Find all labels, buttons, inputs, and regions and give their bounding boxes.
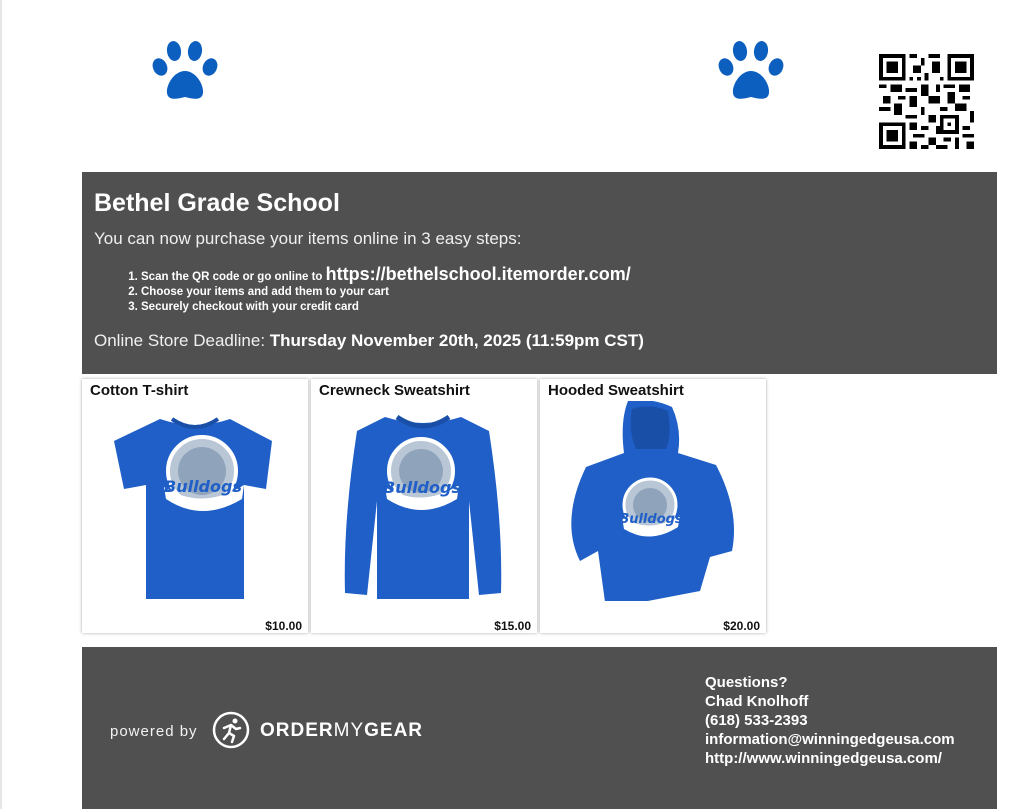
product-card-tshirt[interactable] <box>82 379 308 633</box>
paw-print-icon <box>718 41 786 103</box>
product-card-hoodie[interactable] <box>540 379 766 633</box>
ordermygear-brand[interactable] <box>260 720 423 742</box>
step-2: 2. Choose your items and add them to your cart <box>141 285 631 300</box>
product-price: $15.00 <box>494 619 531 633</box>
step-1-text: Scan the QR code or go online to <box>141 271 323 283</box>
product-name: Crewneck Sweatshirt <box>319 382 470 399</box>
deadline <box>94 331 644 351</box>
contact-phone[interactable]: (618) 533-2393 <box>705 712 808 729</box>
brand-gear: GEAR <box>364 720 424 741</box>
bulldogs-logo-text: Bulldogs <box>619 512 683 527</box>
contact-name: Chad Knolhoff <box>705 693 809 710</box>
step-3: 3. Securely checkout with your credit card <box>141 300 631 315</box>
contact-info <box>705 673 955 768</box>
hoodie-icon <box>540 401 766 601</box>
contact-email[interactable]: information@winningedgeusa.com <box>705 731 955 748</box>
store-url-link[interactable]: https://bethelschool.itemorder.com/ <box>325 264 631 284</box>
footer-banner <box>82 647 997 809</box>
powered-by-text: powered by <box>110 723 198 740</box>
qr-code[interactable] <box>879 54 974 149</box>
deadline-label: Online Store Deadline: <box>94 331 266 350</box>
steps-list <box>122 264 631 315</box>
product-price: $20.00 <box>723 619 760 633</box>
store-info-banner <box>82 172 997 374</box>
bulldogs-logo-text: Bulldogs <box>383 478 461 497</box>
page-edge <box>0 0 2 809</box>
brand-my: MY <box>333 720 365 741</box>
tshirt-icon <box>82 401 308 601</box>
intro-text: You can now purchase your items online in 3 easy steps: <box>94 229 522 248</box>
school-name: Bethel Grade School <box>94 189 340 217</box>
product-name: Cotton T-shirt <box>90 382 189 399</box>
paw-print-icon <box>152 41 220 103</box>
product-price: $10.00 <box>265 619 302 633</box>
brand-order: ORDER <box>260 720 334 741</box>
questions-heading: Questions? <box>705 674 788 691</box>
contact-website[interactable]: http://www.winningedgeusa.com/ <box>705 750 942 767</box>
product-card-crewneck[interactable] <box>311 379 537 633</box>
deadline-value: Thursday November 20th, 2025 (11:59pm CST) <box>269 331 644 350</box>
product-name: Hooded Sweatshirt <box>548 382 684 399</box>
bulldogs-logo-text: Bulldogs <box>164 477 242 496</box>
step-1 <box>141 264 631 285</box>
sweatshirt-icon <box>311 401 537 601</box>
ordermygear-logo-icon[interactable] <box>212 711 250 749</box>
